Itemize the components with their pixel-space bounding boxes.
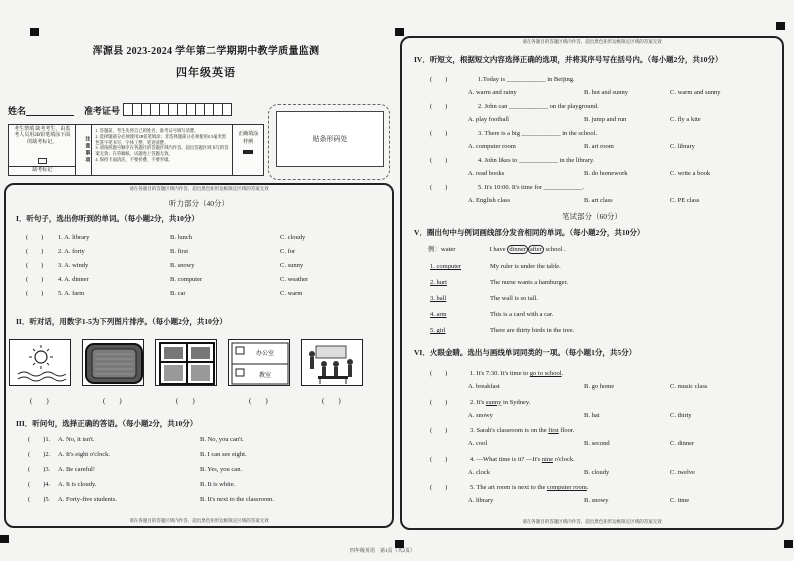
question-row [0,436,394,446]
option-c: C. fly a kite [670,116,701,123]
option-b: B. snowy [584,497,609,504]
section-4-title: IV．听短文，根据短文内容选择正确的选项，并将其序号写在括号内。（每小题2分，共10分） [414,55,723,64]
panel-notice: 请在各题目的答题区域内作答，超出黑色矩形边框限定区域的答案无效 [129,518,269,523]
option-c: C. warm and sunny [670,89,721,96]
question-row [400,103,784,113]
example-word: 1. computer [430,263,462,270]
option-b: B. go home [584,383,615,390]
option-b: B. It's next to the classroom. [200,496,274,503]
question-row [400,184,784,194]
option-c: C. cloudy [280,234,306,241]
options-row [400,469,784,479]
question-text [470,370,563,377]
options-row [400,440,784,450]
panel-notice: 请在各题目的答题区域内作答，超出黑色矩形边框限定区域的答案无效 [129,186,269,191]
answer-paren[interactable]: ( ) [430,184,448,191]
answer-paren[interactable]: ( ) [430,455,448,463]
answer-paren[interactable]: ( ) [430,130,448,137]
question-row [400,130,784,140]
option-a: A. English class [468,197,511,204]
underlined-word: computer room [546,484,587,491]
sentence: My ruler is under the table. [490,263,561,270]
question-post: in Sydney. [501,398,531,406]
answer-paren[interactable]: ( ) [430,398,448,406]
sentence: The wall is so tall. [490,295,538,302]
option-c: C. library [670,143,695,150]
barcode-area: 贴条形码处 [276,111,384,167]
answer-paren[interactable]: ( ) [430,76,448,83]
note-item: 3. 请按照题号顺序在各题目的答题区域内作答，超出答题区域书写的答案无效；在草稿纸、试题卷上答题无效。 [95,145,229,157]
office-label: 办公室 [255,350,275,357]
section-1-title: I．听句子，选出你听到的单词。（每小题2分，共10分） [16,214,199,223]
answer-paren: ( ) [26,248,44,255]
example-label: 例：water [428,246,456,253]
page-footer: 四年级英语 第1页（共2页） [350,549,416,554]
options-row [400,197,784,207]
example-word: 5. girl [430,327,446,334]
option-b: B. first [170,248,189,255]
option-a: 5. A. farm [58,290,85,297]
classroom-map-picture [228,339,290,386]
note-item: 2. 选择题部分必须使用2B铅笔填涂；非选择题部分必须使用0.5毫米黑色签字笔书写，字体工整、笔迹清楚。 [95,133,227,145]
question-pre: 5. The art room is next to the [470,484,547,491]
option-a: A. Be careful! [58,466,95,473]
corner-mark [784,540,793,548]
option-b: B. jump and run [584,116,627,123]
fill-example-label: 样例 [243,139,254,145]
example-circled-word: dinner [509,246,526,253]
question-row [400,311,784,321]
option-a: A. breakfast [468,383,500,390]
option-a: A. warm and rainy [468,89,517,96]
option-c: C. warm [280,290,303,297]
picture-order-paren[interactable]: ( ) [30,397,49,405]
option-a: A. read books [468,170,505,177]
question-row [400,399,784,409]
writing-title: 笔试部分（60分） [562,212,622,221]
example-circled-word: after [529,246,542,253]
option-b: B. hat [584,411,600,419]
question-text [470,456,575,463]
question-row [0,481,394,491]
picture-order-paren[interactable]: ( ) [103,397,122,405]
question-row [400,484,784,494]
corner-mark [395,540,404,548]
options-row [400,116,784,126]
options-row [400,497,784,507]
answer-paren: ( )2. [28,451,51,458]
id-label: 准考证号 [84,105,121,116]
option-b: B. art class [584,197,613,204]
answer-paren: ( ) [26,234,44,241]
option-a: A. cool [468,440,488,447]
answer-paren: ( )4. [28,481,51,488]
corner-mark [776,22,785,30]
options-row [400,383,784,393]
info-table [8,124,264,176]
absent-text: 考生禁填 缺考考生，由监考人员用2B铅笔填涂下面的缺考标记。 [14,127,71,145]
option-b: B. second [584,440,610,447]
underlined-word: go to school [529,370,562,377]
option-c: C. PE class [670,197,700,204]
options-row [400,143,784,153]
options-row [400,412,784,422]
name-field[interactable] [26,106,74,116]
question-row [400,327,784,337]
note-item: 1. 答题前，考生先将自己的姓名、准考证号填写清楚。 [95,128,199,133]
answer-paren: ( ) [26,290,44,297]
option-c: C. thirty [670,411,692,419]
sentence: There are thirty birds in the tree. [490,327,575,334]
section-6-title: VI．火眼金睛。选出与画线单词同类的一项。（每小题1分，共5分） [414,348,637,357]
question-row [0,276,394,286]
option-b: B. lunch [170,234,193,241]
question-row [0,290,394,300]
question-text [470,484,589,491]
option-c: C. write a book [670,170,711,177]
corner-mark [0,535,9,543]
option-c: C. for [280,248,296,255]
section-2-title: II．听对话，用数字1-5为下列图片排序。（每小题2分，共10分） [16,317,227,326]
question-row [0,262,394,272]
question-post: . [586,484,589,491]
underlined-word: sunny [485,398,502,406]
question-pre: 3. Sarah's classroom is on the [470,427,549,434]
option-b: B. snowy [170,262,195,269]
question-row [0,496,394,506]
question-row [0,234,394,244]
option-a: A. It is cloudy. [58,481,97,488]
option-b: B. cloudy [584,468,610,476]
option-a: A. It's eight o'clock. [58,451,110,458]
answer-paren[interactable]: ( ) [430,370,448,377]
option-a: A. Forty-five students. [58,496,117,503]
option-b: B. computer [170,276,203,283]
option-b: B. car [170,290,186,297]
absent-cell [9,125,76,175]
question-text: 1.Today is ____________ in Beijing. [478,76,575,83]
option-a: A. No, it isn't. [58,436,95,443]
sentence: This is a card with a car. [490,311,554,318]
answer-paren: ( ) [26,262,44,269]
picture-order-paren[interactable]: ( ) [249,397,268,405]
answer-paren[interactable]: ( ) [430,427,448,434]
window-picture [155,339,217,386]
answer-paren[interactable]: ( ) [430,157,448,164]
question-post: . [561,370,564,377]
id-number-boxes[interactable] [123,103,231,116]
subject-title: 四年级英语 [176,67,236,79]
answer-paren: ( )3. [28,466,51,473]
question-text: 3. There is a big ____________ in the school. [478,130,598,137]
corner-mark [395,28,404,36]
question-row [400,456,784,466]
question-pre: 1. It's 7:30. It's time to [470,370,530,377]
option-a: A. clock [468,468,491,476]
fill-example [233,125,263,175]
underlined-word: first [548,427,559,434]
filled-mark-icon [243,150,253,154]
question-post: floor. [558,427,575,434]
question-row [400,370,784,380]
example-word: 2. hurt [430,279,447,286]
option-a: 2. A. forty [58,248,85,255]
example-post: school . [545,246,566,253]
notes-title: 注意事项 [76,125,92,175]
classroom-label: 教室 [258,372,272,379]
question-row [400,76,784,86]
question-row [0,248,394,258]
question-pre: 2. It's [470,398,486,406]
question-row [400,279,784,289]
option-c: C. music class [670,383,708,390]
question-text [470,399,530,406]
answer-paren: ( ) [26,276,44,283]
sentence: The nurse wants a hamburger. [490,279,569,286]
exam-title: 浑源县 2023-2024 学年第二学期期中教学质量监测 [92,46,320,57]
option-c: C. twelve [670,468,695,476]
absent-label: 缺考标记 [9,166,75,174]
option-b: B. It is white. [200,481,236,488]
section-5-title: V．圈出句中与例词画线部分发音相同的单词。（每小题2分，共10分） [414,228,645,237]
answer-paren[interactable]: ( ) [430,103,448,110]
students-picture [301,339,363,386]
section-3-title: III．听问句，选择正确的答语。（每小题2分，共10分） [16,419,198,428]
example-word: 3. ball [430,295,447,302]
picture-order-paren[interactable]: ( ) [322,397,341,405]
question-row [400,157,784,167]
absent-checkbox[interactable] [38,158,47,164]
option-b: B. art room [584,143,614,150]
fill-example-title: 正确填涂 [238,132,259,137]
panel-notice: 请在各题目的答题区域内作答，超出黑色矩形边框限定区域的答案无效 [522,519,662,524]
option-c: C. weather [280,276,309,283]
question-text: 4. John likes to ____________ in the library. [478,157,595,164]
name-row [8,103,231,116]
answer-paren: ( )1. [28,436,51,443]
picture-order-paren[interactable]: ( ) [176,397,195,405]
question-text: 2. John can ____________ on the playground. [478,103,599,110]
question-pre: 4. —What time is it? —It's [470,455,542,463]
option-a: A. computer room [468,143,516,150]
example-pre: I have [489,246,506,253]
option-c: C. sunny [280,262,304,269]
question-row [0,466,394,476]
option-a: A. play football [468,116,509,123]
example-word: 4. arm [430,311,447,318]
sun-picture [9,339,71,386]
option-b: B. I can see eight. [200,451,247,458]
listening-title: 听力部分（40分） [169,199,229,208]
name-label: 姓名 [8,105,27,116]
question-post: o'clock. [552,455,575,463]
underlined-word: nine [541,455,553,463]
note-item: 4. 保持卡面清洁，不要折叠、不要弄破。 [95,156,173,162]
option-a: 3. A. windy [58,262,89,269]
option-a: 4. A. dinner [58,276,89,283]
option-b: B. do homework [584,170,628,177]
question-row [400,295,784,305]
option-c: C. dinner [670,440,695,447]
option-a: A. snowy [468,411,493,419]
answer-paren[interactable]: ( ) [430,484,448,491]
option-a: 1. A. library [58,234,90,241]
options-row [400,89,784,99]
corner-mark [30,28,39,36]
answer-paren: ( )5. [28,496,51,503]
notes-list [92,125,233,175]
question-row [0,451,394,461]
question-text: 5. It's 10:00. It's time for ____________. [478,184,585,191]
panel-notice: 请在各题目的答题区域内作答，超出黑色矩形边框限定区域的答案无效 [522,39,662,44]
picture-row [9,339,363,386]
blackboard-picture [82,339,144,386]
option-a: A. library [468,497,494,504]
option-c: C. time [670,497,690,504]
example-row [428,246,566,253]
question-row [400,427,784,437]
question-row [400,263,784,273]
option-b: B. Yes, you can. [200,466,243,473]
options-row [400,170,784,180]
option-b: B. No, you can't. [200,436,244,443]
question-text [470,427,574,434]
option-b: B. hot and sunny [584,89,629,96]
